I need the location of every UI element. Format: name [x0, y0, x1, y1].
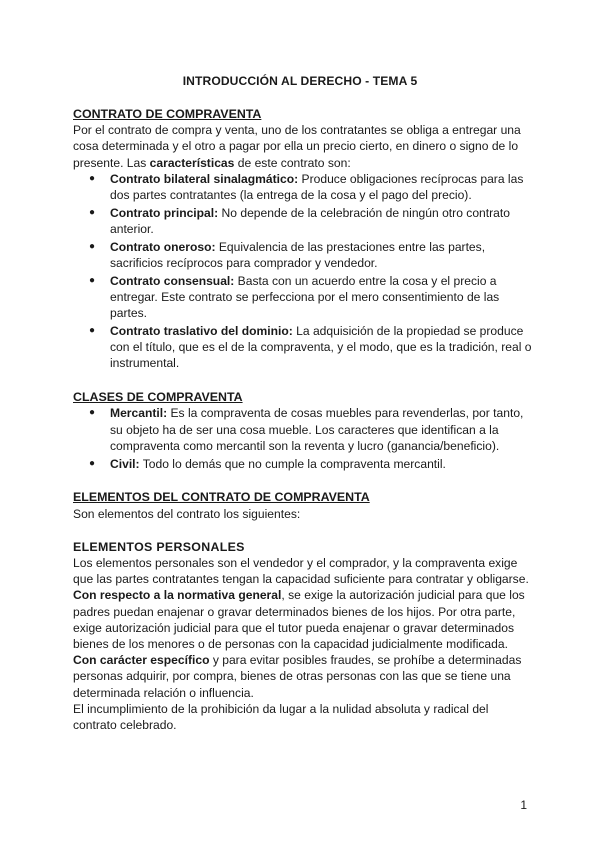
spacer [73, 473, 533, 489]
classes-list [73, 405, 533, 471]
intro-text: Por el contrato de compra y venta, uno de los contratantes se obliga a entregar una cosa determinada y el otro a pagar por ella un precio cierto, en dinero o signo de lo presente. Las [73, 123, 521, 170]
section-intro-paragraph: Son elementos del contrato los siguientes: [73, 506, 301, 521]
section-intro-paragraph [73, 122, 533, 171]
list-item-text: La adquisición de la propiedad se produce con el título, que es el de la compraventa, y el modo, que es la tradición, real o instrumental. [110, 324, 532, 371]
bullet-icon: ● [89, 274, 96, 286]
list-item-text: Todo lo demás que no cumple la compraventa mercantil. [139, 456, 446, 471]
intro-text-end: de este contrato son: [234, 155, 351, 170]
section-heading-contrato-compraventa: CONTRATO DE COMPRAVENTA [73, 107, 262, 121]
list-item-term: Contrato consensual: [110, 273, 235, 288]
list-item-term: Contrato oneroso: [110, 239, 216, 254]
list-item-term: Contrato traslativo del dominio: [110, 324, 293, 339]
paragraph-text: , se exige la autorización judicial para que los padres puedan enajenar o gravar determinados bienes de los hijos. Por otra parte, exige autorización judicial para que el tutor pueda enajenar o gravar determinados bienes de los menores o de personas con la capacidad judicialmente modificada. [73, 588, 525, 652]
list-item-text: No depende de la celebración de ningún otro contrato anterior. [110, 205, 510, 237]
list-item-text: Produce obligaciones recíprocas para las dos partes contratantes (la entrega de la cosa y el pago del precio). [110, 171, 524, 203]
section-heading-clases-compraventa: CLASES DE COMPRAVENTA [73, 390, 243, 405]
list-item-term: Contrato bilateral sinalagmático: [110, 171, 299, 186]
list-item [73, 323, 533, 372]
list-item-text: Basta con un acuerdo entre la cosa y el precio a entregar. Este contrato se perfecciona por el mero consentimiento de las partes. [110, 273, 500, 321]
bullet-icon: ● [89, 325, 96, 337]
spacer [73, 373, 533, 389]
bullet-icon: ● [89, 206, 96, 218]
section-heading-elementos-personales: ELEMENTOS PERSONALES [73, 539, 245, 554]
bullet-icon: ● [89, 407, 96, 419]
intro-bold-term: características [149, 155, 235, 170]
list-item [73, 405, 533, 454]
list-item [73, 205, 533, 237]
list-item-text: Equivalencia de las prestaciones entre las partes, sacrificios recíprocos para comprador y vendedor. [110, 239, 486, 271]
paragraph-bold-lead: Con respecto a la normativa general [73, 588, 282, 603]
paragraph-text: y para evitar posibles fraudes, se prohíbe a determinadas personas adquirir, por compra, bienes de otras personas con las que se tiene una determinada relación o influencia. [73, 653, 522, 700]
paragraph: El incumplimiento de la prohibición da lugar a la nulidad absoluta y radical del contrato celebrado. [73, 701, 489, 733]
list-item-text: Es la compraventa de cosas muebles para revenderlas, por tanto, su objeto ha de ser una cosa mueble. Los caracteres que identifican a la compraventa como mercantil son la reventa y lucro (ganancia/beneficio). [110, 406, 524, 453]
paragraph [73, 652, 533, 701]
characteristics-list [73, 171, 533, 372]
list-item [73, 239, 533, 271]
paragraph [73, 587, 533, 652]
section-heading-elementos-contrato: ELEMENTOS DEL CONTRATO DE COMPRAVENTA [73, 490, 370, 505]
bullet-icon: ● [89, 457, 96, 469]
list-item [73, 171, 533, 203]
document-body [73, 106, 533, 733]
paragraph-bold-lead: Con carácter específico [73, 653, 210, 668]
paragraph: Los elementos personales son el vendedor y el comprador, y la compraventa exige que las partes contratantes tengan la capacidad suficiente para contratar y obligarse. [73, 556, 529, 587]
list-item-term: Mercantil: [110, 406, 168, 421]
list-item [73, 273, 533, 322]
spacer [73, 522, 533, 539]
bullet-icon: ● [89, 172, 96, 184]
list-item-term: Civil: [110, 456, 140, 471]
page-number: 1 [520, 798, 527, 812]
list-item [73, 456, 533, 472]
document-title: INTRODUCCIÓN AL DERECHO - TEMA 5 [182, 74, 418, 88]
list-item-term: Contrato principal: [110, 205, 219, 220]
bullet-icon: ● [89, 240, 96, 252]
